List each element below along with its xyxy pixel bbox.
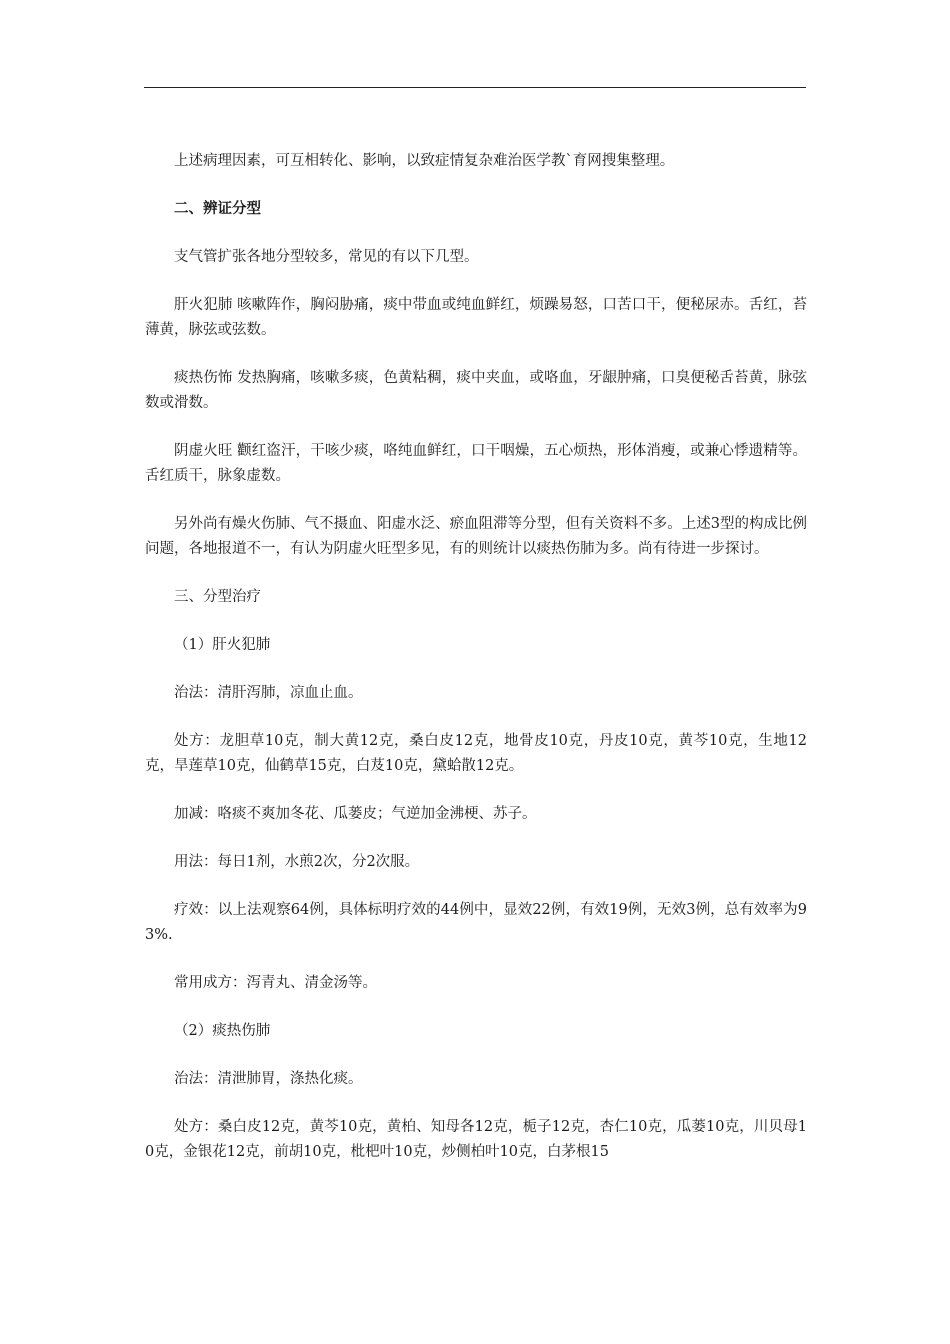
paragraph-types-intro: 支气管扩张各地分型较多，常见的有以下几型。	[174, 249, 479, 265]
paragraph-usage-1: 用法：每日1剂，水煎2次，分2次服。	[174, 854, 420, 870]
subheading-phlegm-heat: （2）痰热伤肺	[174, 1023, 271, 1039]
section-heading-syndrome-types: 二、辨证分型	[174, 201, 261, 217]
paragraph-efficacy-1: 疗效：以上法观察64例，具体标明疗效的44例中，显效22例，有效19例，无效3例，总有效率为93%.	[145, 902, 808, 943]
document-body	[145, 149, 807, 1188]
paragraph-phlegm-heat: 痰热伤怖 发热胸痛，咳嗽多痰，色黄粘稠，痰中夹血，或咯血，牙龈肿痛，口臭便秘舌苔黄，脉弦数或滑数。	[145, 370, 807, 411]
paragraph-pathology-summary: 上述病理因素，可互相转化、影响，以致症情复杂难治医学教`育网搜集整理。	[174, 153, 675, 169]
paragraph-modification-1: 加减：咯痰不爽加冬花、瓜蒌皮；气逆加金沸梗、苏子。	[174, 806, 537, 822]
paragraph-prescription-2: 处方：桑白皮12克，黄芩10克，黄柏、知母各12克，栀子12克，杏仁10克，瓜蒌10克，川贝母10克，金银花12克，前胡10克，枇杷叶10克，炒侧柏叶10克，白茅根15	[145, 1119, 807, 1160]
section-heading-treatment: 三、分型治疗	[174, 589, 261, 605]
paragraph-yin-deficiency: 阴虚火旺 颧红盗汗，干咳少痰，咯纯血鲜红，口干咽燥，五心烦热，形体消瘦，或兼心悸遗精等。舌红质干，脉象虚数。	[145, 443, 807, 484]
paragraph-other-types: 另外尚有燥火伤肺、气不摄血、阳虚水泛、瘀血阻滞等分型，但有关资料不多。上述3型的构成比例问题，各地报道不一，有认为阴虚火旺型多见，有的则统计以痰热伤肺为多。尚有待进一步探讨。	[145, 516, 807, 557]
paragraph-prescription-1: 处方：龙胆草10克，制大黄12克，桑白皮12克，地骨皮10克，丹皮10克，黄芩10克，生地12克，旱莲草10克，仙鹤草15克，白芨10克，黛蛤散12克。	[145, 733, 807, 774]
paragraph-treatment-method-2: 治法：清泄肺胃，涤热化痰。	[174, 1071, 363, 1087]
header-rule	[144, 87, 806, 88]
paragraph-liver-fire: 肝火犯肺 咳嗽阵作，胸闷胁痛，痰中带血或纯血鲜红，烦躁易怒，口苦口干，便秘尿赤。舌红，苔薄黄，脉弦或弦数。	[145, 297, 807, 338]
subheading-liver-fire: （1）肝火犯肺	[174, 637, 271, 653]
paragraph-common-formulas-1: 常用成方：泻青丸、清金汤等。	[174, 975, 377, 991]
paragraph-treatment-method-1: 治法：清肝泻肺，凉血止血。	[174, 685, 363, 701]
